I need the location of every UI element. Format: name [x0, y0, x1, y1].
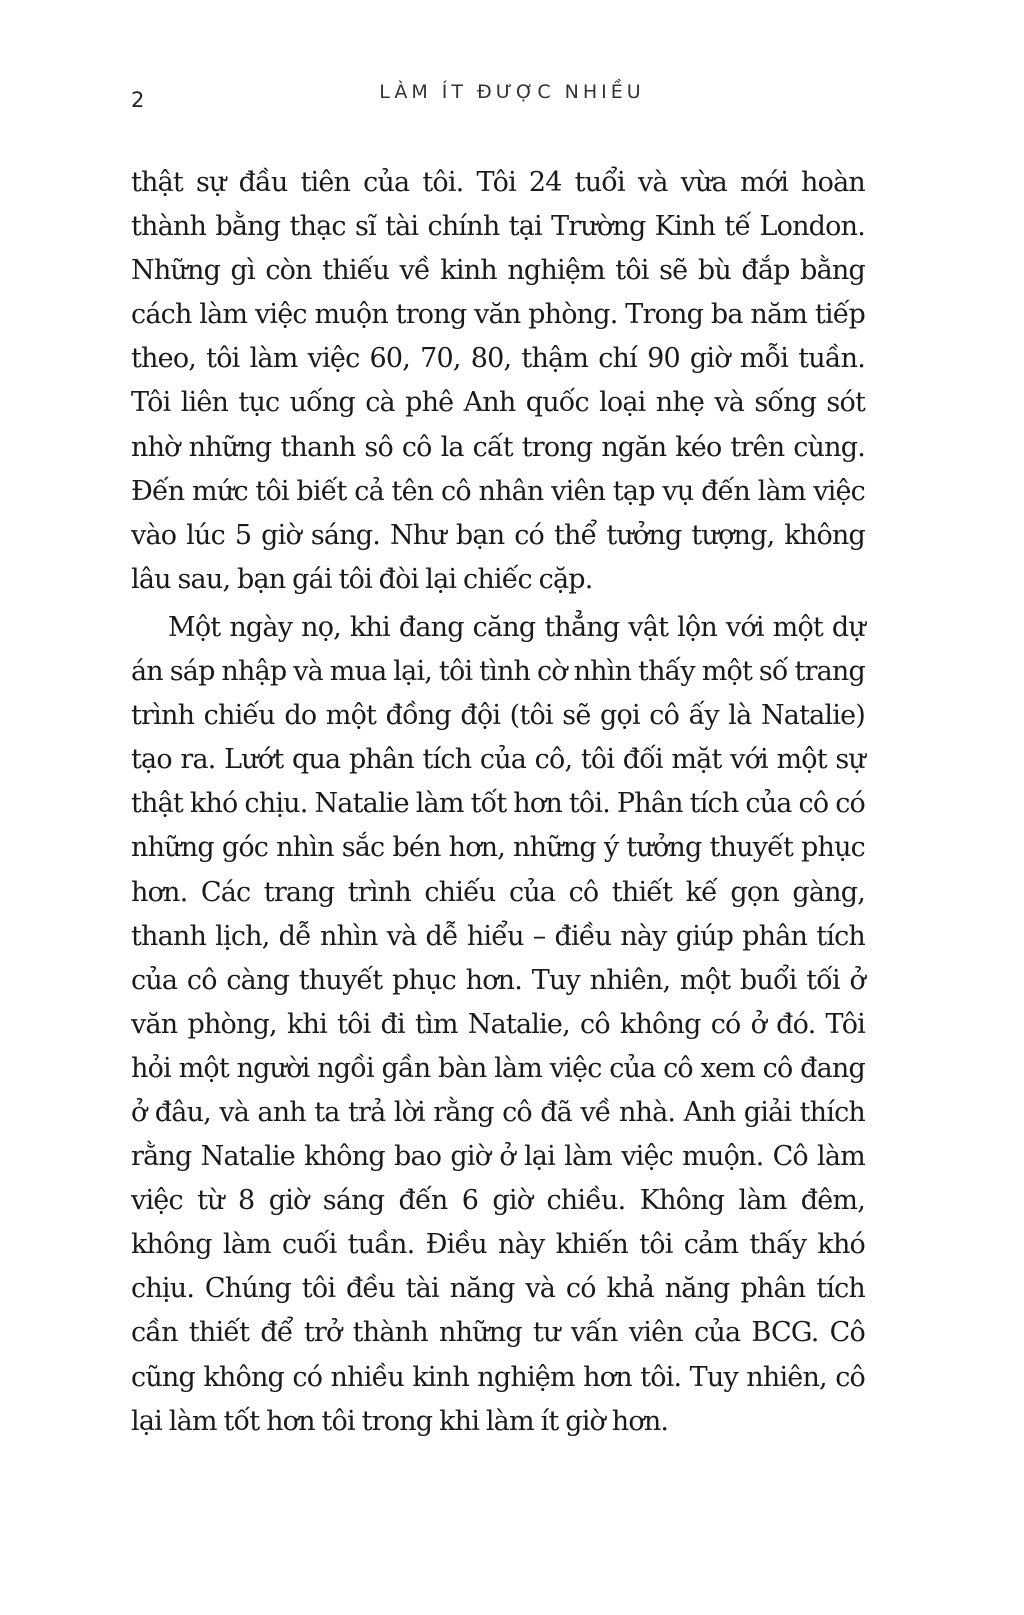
body-text: [131, 161, 865, 1444]
paragraph-natalie: Một ngày nọ, khi đang căng thẳng vật lộn với một dự án sáp nhập và mua lại, tôi tình cờ nhìn thấy một số trang trình chiếu do một đồng đội (tôi sẽ gọi cô ấy là Natalie) tạo ra. Lướt qua phân tích của cô, tôi đối mặt với một sự thật khó chịu. Natalie làm tốt hơn tôi. Phân tích của cô có những góc nhìn sắc bén hơn, những ý tưởng thuyết phục hơn. Các trang trình chiếu của cô thiết kế gọn gàng, thanh lịch, dễ nhìn và dễ hiểu – điều này giúp phân tích của cô càng thuyết phục hơn. Tuy nhiên, một buổi tối ở văn phòng, khi tôi đi tìm Natalie, cô không có ở đó. Tôi hỏi một người ngồi gần bàn làm việc của cô xem cô đang ở đâu, và anh ta trả lời rằng cô đã về nhà. Anh giải thích rằng Natalie không bao giờ ở lại làm việc muộn. Cô làm việc từ 8 giờ sáng đến 6 giờ chiều. Không làm đêm, không làm cuối tuần. Điều này khiến tôi cảm thấy khó chịu. Chúng tôi đều tài năng và có khả năng phân tích cần thiết để trở thành những tư vấn viên của BCG. Cô cũng không có nhiều kinh nghiệm hơn tôi. Tuy nhiên, cô lại làm tốt hơn tôi trong khi làm ít giờ hơn.: [131, 611, 865, 1437]
book-title: LÀM ÍT ĐƯỢC NHIỀU: [379, 81, 645, 103]
paragraph-continued: thật sự đầu tiên của tôi. Tôi 24 tuổi và vừa mới hoàn thành bằng thạc sĩ tài chính tại Trường Kinh tế London. Những gì còn thiếu về kinh nghiệm tôi sẽ bù đắp bằng cách làm việc muộn trong văn phòng. Trong ba năm tiếp theo, tôi làm việc 60, 70, 80, thậm chí 90 giờ mỗi tuần. Tôi liên tục uống cà phê Anh quốc loại nhẹ và sống sót nhờ những thanh sô cô la cất trong ngăn kéo trên cùng. Đến mức tôi biết cả tên cô nhân viên tạp vụ đến làm việc vào lúc 5 giờ sáng. Như bạn có thể tưởng tượng, không lâu sau, bạn gái tôi đòi lại chiếc cặp.: [131, 167, 865, 595]
page-number: 2: [131, 88, 145, 112]
running-header: [0, 78, 1024, 118]
